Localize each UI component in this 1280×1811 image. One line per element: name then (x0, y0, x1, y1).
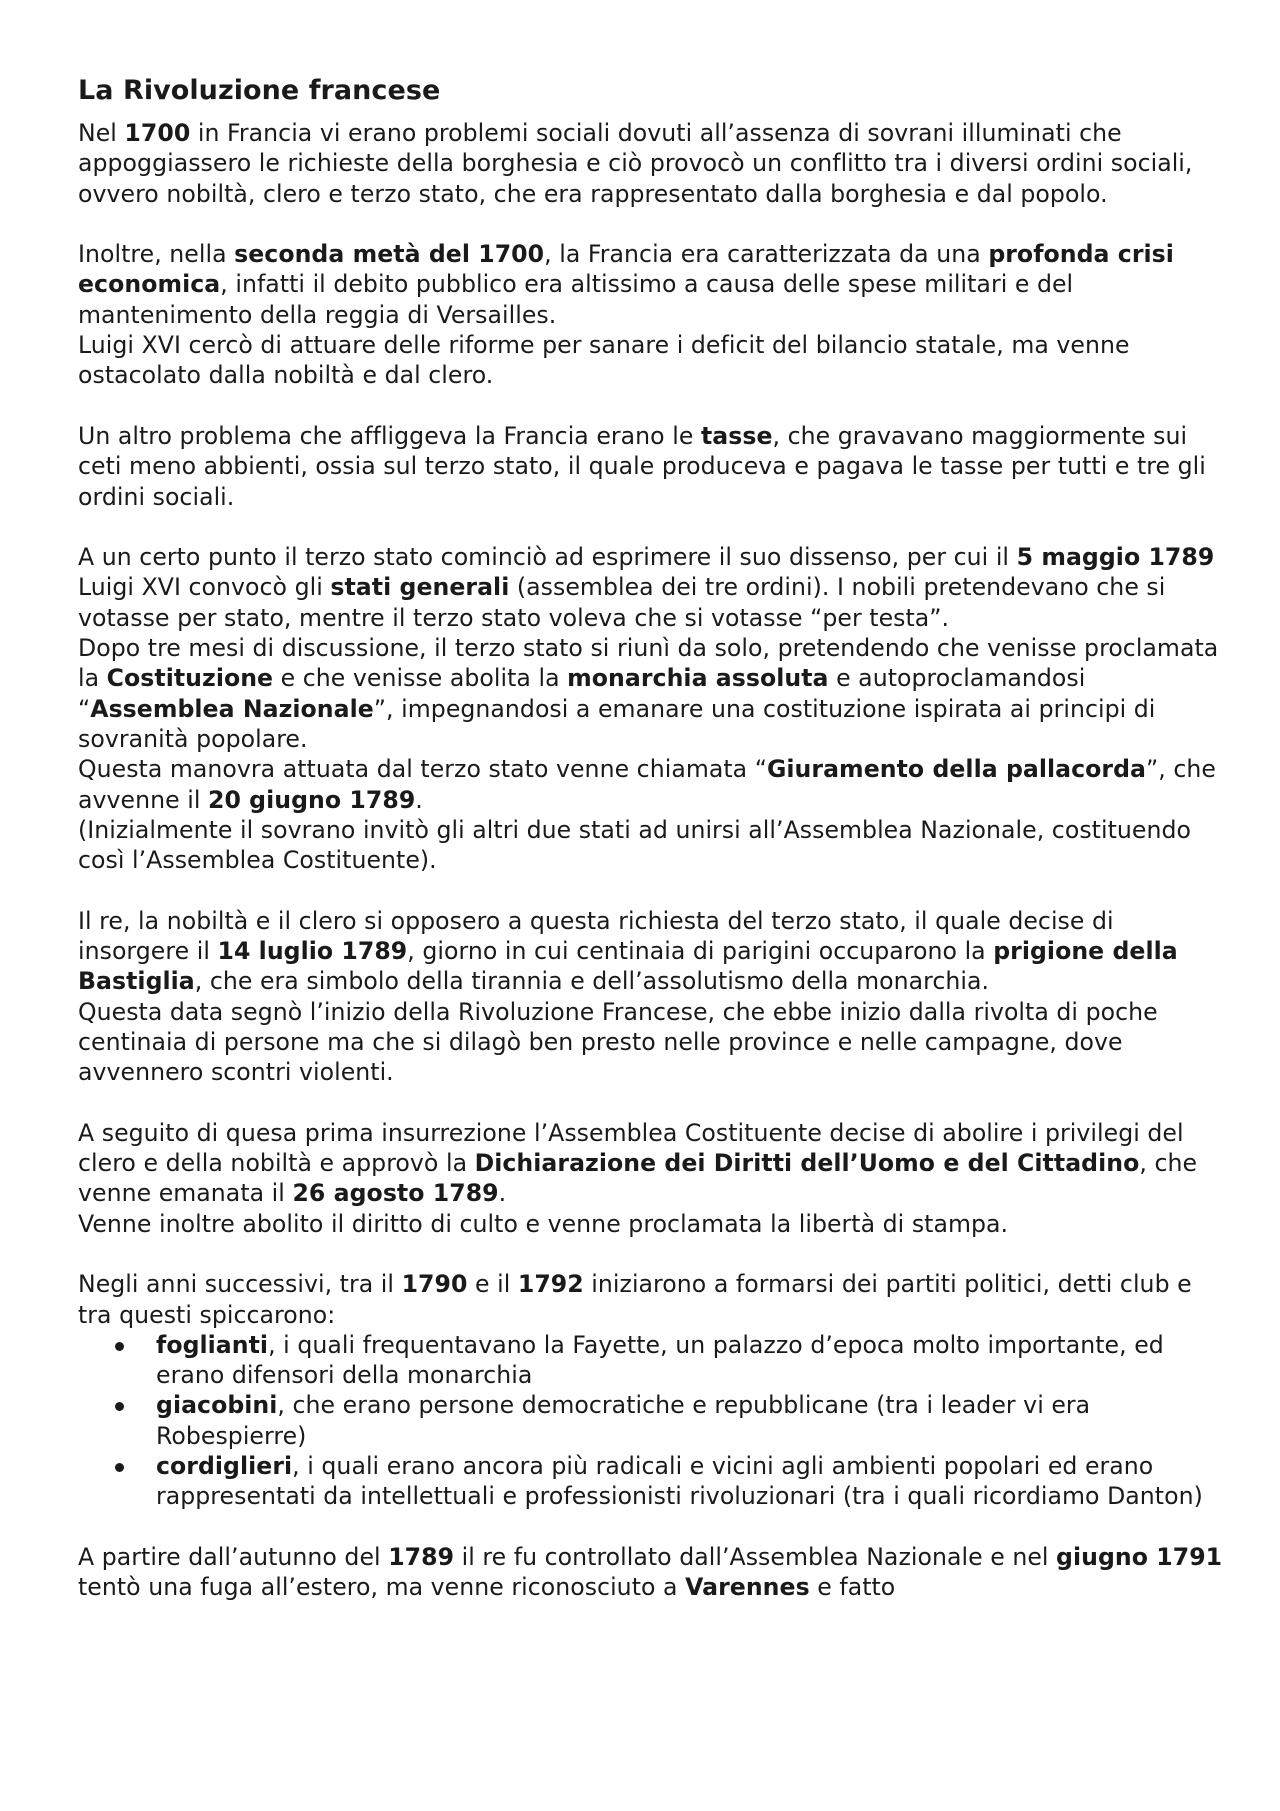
text-run: ”, impegnandosi a emanare una costituzione ispirata ai principi di sovranità popolare. (78, 694, 1156, 753)
paragraph-estates-general (78, 542, 1228, 633)
text-run: Nel (78, 119, 125, 147)
bullet-icon (115, 1402, 124, 1411)
text-run: , i quali frequentavano la Fayette, un palazzo d’epoca molto importante, ed erano difensori della monarchia (156, 1330, 1164, 1390)
paragraph-tennis-court-oath (78, 754, 1228, 815)
paragraph-spacer (78, 391, 1228, 421)
text-run: e il (467, 1270, 518, 1299)
paragraph-press-freedom: Venne inoltre abolito il diritto di culto e venne proclamata la libertà di stampa. (78, 1209, 1009, 1238)
text-run: e autoproclamandosi “ (78, 664, 1086, 723)
text-run: , giorno in cui centinaia di parigini occuparono la (407, 937, 994, 966)
text-run: , che erano persone democratiche e repubblicane (tra i leader vi era Robespierre) (156, 1391, 1091, 1450)
bold-term: seconda metà del 1700 (234, 240, 545, 269)
bold-term: Dichiarazione dei Diritti dell’Uomo e del Cittadino (474, 1149, 1140, 1178)
text-run: tentò una fuga all’estero, ma venne riconosciuto a (78, 1573, 686, 1602)
text-run: , i quali erano ancora più radicali e vicini agli ambienti popolari ed erano rappresentati da intellettuali e professionisti rivoluzionari (tra i quali ricordiamo Danton) (156, 1452, 1203, 1511)
bold-term: Costituzione (106, 664, 274, 693)
paragraph-spacer (78, 512, 1228, 542)
bold-term: profonda crisi economica (78, 240, 1174, 299)
paragraph-bastille (78, 906, 1228, 997)
text-run: in Francia vi erano problemi sociali dovuti all’assenza di sovrani illuminati che appoggiassero le richieste della borghesia e ciò provocò un conflitto tra i diversi ordini sociali, ovvero nobiltà, clero e terzo stato, che era rappresentato dalla borghesia e dal popolo. (78, 119, 1193, 208)
bold-term: 1789 (388, 1542, 455, 1571)
bold-term: 1790 (401, 1270, 468, 1299)
bold-term: giacobini (156, 1391, 278, 1420)
bold-term: prigione della Bastiglia (78, 937, 1178, 996)
text-run: Luigi XVI convocò gli (78, 573, 331, 602)
text-run: Dopo tre mesi di discussione, il terzo stato si riunì da solo, pretendendo che venisse proclamata la (78, 634, 1219, 693)
bold-term: Varennes (685, 1573, 810, 1602)
text-run: A partire dall’autunno del (78, 1542, 389, 1571)
bold-term: 26 agosto 1789 (292, 1179, 499, 1208)
paragraph-1700-social-problems (78, 118, 1228, 209)
paragraph-spacer (78, 209, 1228, 239)
bold-term: stati generali (330, 573, 510, 602)
bullet-icon (115, 1463, 124, 1472)
paragraph-varennes-flight (78, 1542, 1228, 1603)
paragraph-louis-xvi-reforms: Luigi XVI cercò di attuare delle riforme per sanare i deficit del bilancio statale, ma venne ostacolato dalla nobiltà e dal clero. (78, 331, 1130, 390)
bold-term: tasse (700, 421, 773, 450)
text-run: ”, che avvenne il (78, 755, 1216, 814)
paragraph-spacer (78, 875, 1228, 905)
text-run: e che venisse abolita la (273, 664, 568, 693)
paragraph-constituent-assembly: (Inizialmente il sovrano invitò gli altri due stati ad unirsi all’Assemblea Nazionale, costituendo così l’Assemblea Costituente). (78, 815, 1191, 875)
paragraph-national-assembly (78, 633, 1228, 754)
bold-term: Giuramento della pallacorda (767, 755, 1146, 784)
text-run: . (415, 785, 423, 814)
bold-term: cordiglieri (156, 1452, 293, 1481)
paragraph-revolution-start: Questa data segnò l’inizio della Rivoluzione Francese, che ebbe inizio dalla rivolta di poche centinaia di persone ma che si dilagò ben presto nelle province e nelle campagne, dove avvennero scontri violenti. (78, 997, 1158, 1087)
bold-term: monarchia assoluta (567, 664, 829, 693)
bold-term: 5 maggio 1789 (1016, 543, 1215, 572)
paragraph-economic-crisis (78, 239, 1228, 330)
list-item (156, 1330, 1228, 1391)
paragraph-declaration-rights (78, 1118, 1228, 1209)
paragraph-taxes (78, 421, 1228, 512)
paragraph-spacer (78, 1239, 1228, 1269)
list-item (156, 1451, 1228, 1512)
text-run: Il re, la nobiltà e il clero si opposero a questa richiesta del terzo stato, il quale decise di insorgere il (78, 906, 1114, 966)
text-run: Negli anni successivi, tra il (78, 1270, 402, 1299)
clubs-bullet-list (78, 1330, 1228, 1512)
list-item (156, 1390, 1228, 1451)
bold-term: giugno 1791 (1056, 1542, 1223, 1571)
text-run: A seguito di quesa prima insurrezione l’Assemblea Costituente decise di abolire i privilegi del clero e della nobiltà e approvò la (78, 1118, 1184, 1178)
paragraph-spacer (78, 1512, 1228, 1542)
text-run: , che gravavano maggiormente sui ceti meno abbienti, ossia sul terzo stato, il quale produceva e pagava le tasse per tutti e tre gli ordini sociali. (78, 421, 1206, 511)
paragraph-political-clubs (78, 1269, 1228, 1330)
bold-term: 1700 (124, 119, 191, 147)
text-run: . (498, 1179, 507, 1208)
bold-term: 20 giugno 1789 (207, 785, 416, 814)
bullet-icon (115, 1342, 124, 1351)
text-run: e fatto (809, 1573, 896, 1602)
text-run: Un altro problema che affliggeva la Francia erano le (78, 421, 701, 450)
paragraph-spacer (78, 1088, 1228, 1118)
bold-term: 14 luglio 1789 (217, 937, 408, 966)
text-run: Questa manovra attuata dal terzo stato venne chiamata “ (78, 755, 767, 784)
text-run: , che era simbolo della tirannia e dell’assolutismo della monarchia. (194, 967, 990, 996)
bold-term: 1792 (517, 1270, 584, 1299)
text-run: , infatti il debito pubblico era altissimo a causa delle spese militari e del mantenimento della reggia di Versailles. (78, 270, 1074, 329)
page-title: La Rivoluzione francese (78, 75, 441, 106)
text-run: , che venne emanata il (78, 1149, 1198, 1208)
text-run: , la Francia era caratterizzata da una (544, 240, 989, 269)
text-run: iniziarono a formarsi dei partiti politici, detti club e tra questi spiccarono: (78, 1270, 1192, 1329)
text-run: Inoltre, nella (78, 240, 235, 269)
bold-term: Assemblea Nazionale (90, 694, 374, 723)
text-run: il re fu controllato dall’Assemblea Nazionale e nel (454, 1542, 1057, 1571)
bold-term: foglianti (156, 1330, 269, 1359)
document-page (78, 74, 1228, 1603)
text-run: (assemblea dei tre ordini). I nobili pretendevano che si votasse per stato, mentre il terzo stato voleva che si votasse “per testa”. (78, 573, 1166, 632)
text-run: A un certo punto il terzo stato cominciò ad esprimere il suo dissenso, per cui il (78, 543, 1017, 572)
